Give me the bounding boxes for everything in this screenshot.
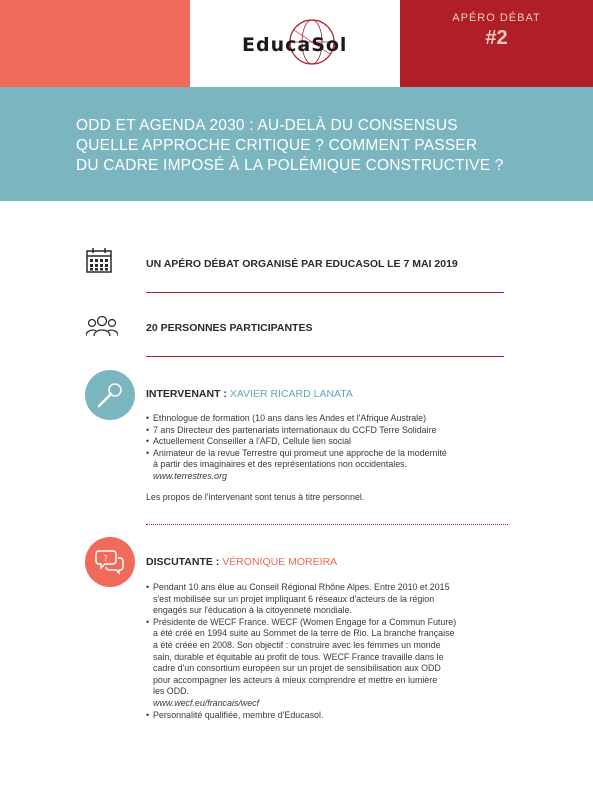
event-label: APÉRO DÉBAT <box>452 12 541 24</box>
list-item-text: s'est mobilisée sur un projet impliquant 6 réseaux d'acteurs de la région <box>153 593 435 604</box>
list-item-text: sain, durable et équitable au profit de tous. WECF France travaille dans le <box>153 651 444 662</box>
speaker-heading <box>146 388 353 400</box>
list-item-text: Présidente de WECF France. WECF (Women Engage for a Commun Future) <box>153 616 457 627</box>
list-item-text: les ODD. <box>153 686 189 697</box>
divider <box>146 356 504 357</box>
discussant-url[interactable]: www.wecf.eu/francais/wecf <box>153 697 260 708</box>
event-number: #2 <box>485 27 508 49</box>
list-item <box>146 617 456 710</box>
title-line: ODD ET AGENDA 2030 : AU-DELÀ DU CONSENSUS <box>76 117 458 134</box>
list-item-text: a été créé en 1994 suite au Sommet de la terre de Rio. La branche française <box>153 628 455 639</box>
divider <box>146 292 504 293</box>
list-item-text: pour accompagner les acteurs à mieux comprendre et mettre en lumière <box>153 674 438 685</box>
speaker-bullets <box>146 413 447 483</box>
list-item-text: a été créée en 2008. Son objectif : construire avec les femmes un monde <box>153 639 441 650</box>
list-item-text: à partir des imaginaires et des représentations non occidentales. <box>153 459 408 470</box>
list-item: • Personnalité qualifiée, membre d'Educasol. <box>146 710 456 722</box>
speaker-note: Les propos de l'intervenant sont tenus à titre personnel. <box>146 492 365 502</box>
list-item-text: engagés sur l'éducation à la citoyenneté mondiale. <box>153 605 353 616</box>
list-item: • Ethnologue de formation (10 ans dans les Andes et l'Afrique Australe) <box>146 413 447 425</box>
speaker-label: INTERVENANT : <box>146 388 230 400</box>
discussant-bullets <box>146 582 456 721</box>
calendar-icon <box>86 248 112 279</box>
list-item-text: cadre d'un consortium européen sur un projet de sensibilisation aux ODD <box>153 663 441 674</box>
discussant-label: DISCUTANTE : <box>146 556 223 568</box>
list-item: • 7 ans Directeur des partenariats internationaux du CCFD Terre Solidaire <box>146 425 447 437</box>
header-event-block <box>400 0 593 87</box>
header-coral-block <box>0 0 190 87</box>
page-title <box>76 116 556 176</box>
list-item <box>146 582 456 617</box>
logo-text: EducaSol <box>242 34 348 56</box>
svg-text:?: ? <box>103 554 108 563</box>
microphone-icon <box>85 370 135 420</box>
event-date-text: UN APÉRO DÉBAT ORGANISÉ PAR EDUCASOL LE 7 MAI 2019 <box>146 258 458 270</box>
title-banner <box>0 87 593 201</box>
educasol-logo <box>236 10 356 72</box>
list-item: • Actuellement Conseiller à l'AFD, Cellule lien social <box>146 436 447 448</box>
people-icon <box>86 314 118 343</box>
title-line: DU CADRE IMPOSÉ À LA POLÉMIQUE CONSTRUCTIVE ? <box>76 157 504 174</box>
list-item-text: Pendant 10 ans élue au Conseil Régional Rhône Alpes. Entre 2010 et 2015 <box>153 582 450 592</box>
discussant-heading <box>146 556 337 568</box>
discussant-name: VÉRONIQUE MOREIRA <box>222 556 338 568</box>
title-line: QUELLE APPROCHE CRITIQUE ? COMMENT PASSER <box>76 137 478 154</box>
list-item-text: Animateur de la revue Terrestre qui promeut une approche de la modernité <box>153 447 447 458</box>
speaker-name: XAVIER RICARD LANATA <box>229 388 353 400</box>
speech-bubbles-icon <box>85 537 135 587</box>
dotted-divider <box>146 524 508 525</box>
participants-text: 20 PERSONNES PARTICIPANTES <box>146 322 313 334</box>
speaker-url[interactable]: www.terrestres.org <box>153 470 227 481</box>
list-item <box>146 448 447 483</box>
